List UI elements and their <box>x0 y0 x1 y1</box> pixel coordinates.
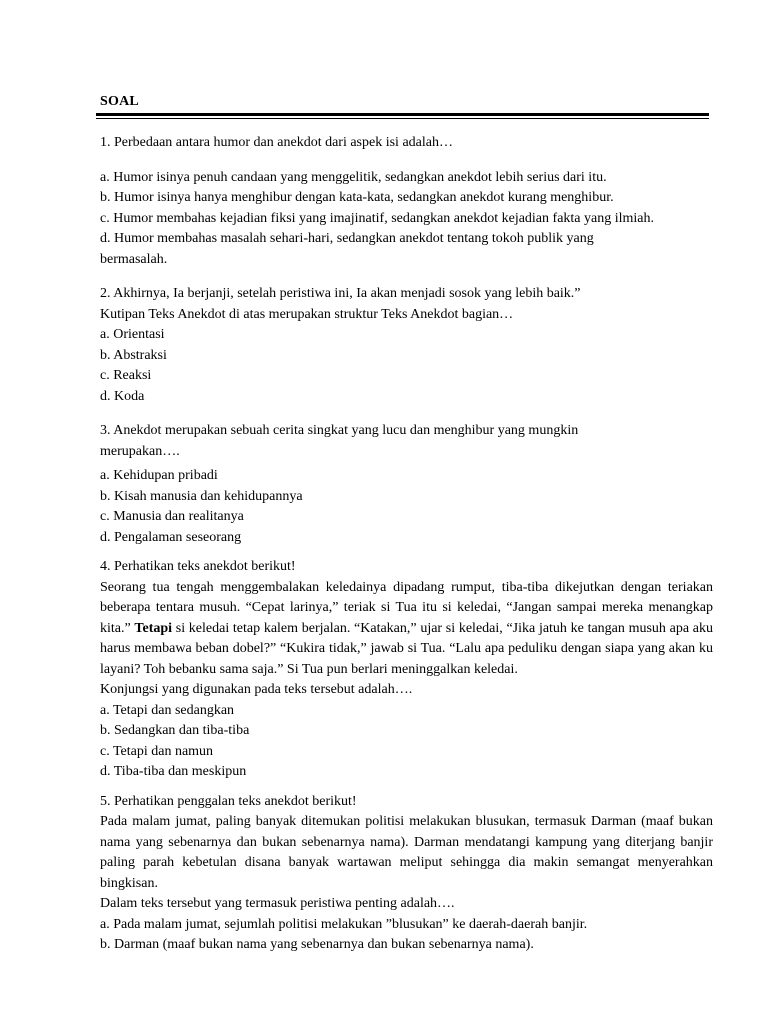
title-rule-thin <box>96 118 709 119</box>
option-d-continued: bermasalah. <box>100 251 168 267</box>
question-prompt: Dalam teks tersebut yang termasuk peristiwa penting adalah…. <box>100 896 455 911</box>
option-c: c. Manusia dan realitanya <box>100 509 244 524</box>
question-text: 2. Akhirnya, Ia berjanji, setelah peristiwa ini, Ia akan menjadi sosok yang lebih baik.” <box>100 286 581 301</box>
question-prompt: Kutipan Teks Anekdot di atas merupakan struktur Teks Anekdot bagian… <box>100 306 514 322</box>
option-b: b. Humor isinya hanya menghibur dengan kata-kata, sedangkan anekdot kurang menghibur. <box>100 190 614 205</box>
option-b: b. Sedangkan dan tiba-tiba <box>100 723 250 738</box>
option-a: a. Humor isinya penuh candaan yang menggelitik, sedangkan anekdot lebih serius dari itu. <box>100 169 607 185</box>
question-2 <box>100 284 713 407</box>
option-c: c. Tetapi dan namun <box>100 743 214 759</box>
option-b: b. Darman (maaf bukan nama yang sebenarnya dan bukan sebenarnya nama). <box>100 937 534 952</box>
passage-part-1: Seorang tua tengah menggembalakan keledainya dipadang rumput, tiba-tiba dikejutkan dengan teriakan beberapa tentara musuh. “Cepat larinya,” teriak si Tua itu si keledai, “Jangan sampai mereka menangkap kita.” <box>100 579 713 636</box>
question-5 <box>100 792 713 956</box>
anecdote-passage: Pada malam jumat, paling banyak ditemukan politisi melakukan blusukan, termasuk Darman (maaf bukan nama yang sebenarnya dan bukan sebenarnya nama). Darman mendatangi kampung yang diterjang banjir paling parah kebetulan disana banyak wartawan meliput sehingga dia makin semangat menyerahkan bingkisan. <box>100 814 713 891</box>
question-3 <box>100 421 713 548</box>
question-list <box>100 133 713 956</box>
question-text: 4. Perhatikan teks anekdot berikut! <box>100 559 296 574</box>
question-text: 3. Anekdot merupakan sebuah cerita singkat yang lucu dan menghibur yang mungkin <box>100 423 579 438</box>
option-c: c. Humor membahas kejadian fiksi yang imajinatif, sedangkan anekdot kejadian fakta yang ilmiah. <box>100 210 654 226</box>
question-text-continued: merupakan…. <box>100 443 180 459</box>
question-text: 1. Perbedaan antara humor dan anekdot dari aspek isi adalah… <box>100 135 453 150</box>
option-a: a. Kehidupan pribadi <box>100 468 218 483</box>
option-a: a. Pada malam jumat, sejumlah politisi melakukan ”blusukan” ke daerah-daerah banjir. <box>100 916 588 932</box>
option-b: b. Kisah manusia dan kehidupannya <box>100 488 303 504</box>
question-1 <box>100 133 713 270</box>
passage-bold-word: Tetapi <box>134 620 173 636</box>
question-text: 5. Perhatikan penggalan teks anekdot berikut! <box>100 793 357 809</box>
option-b: b. Abstraksi <box>100 347 167 363</box>
question-4 <box>100 557 713 783</box>
anecdote-passage <box>100 578 713 681</box>
option-d: d. Tiba-tiba dan meskipun <box>100 764 247 779</box>
option-d: d. Pengalaman seseorang <box>100 529 242 545</box>
title-rule-thick <box>96 113 709 116</box>
option-a: a. Tetapi dan sedangkan <box>100 702 235 718</box>
page-title: SOAL <box>100 94 139 109</box>
option-d: d. Humor membahas masalah sehari-hari, sedangkan anekdot tentang tokoh publik yang <box>100 231 594 246</box>
option-d: d. Koda <box>100 388 145 404</box>
question-prompt: Konjungsi yang digunakan pada teks tersebut adalah…. <box>100 682 413 697</box>
passage-part-2: si keledai tetap kalem berjalan. “Katakan,” ujar si keledai, “Jika jatuh ke tangan musuh apa aku harus membawa beban dobel?” “Kukira tidak,” jawab si Tua. “Lalu apa peduliku dengan siapa yang akan ku layani? Toh bebanku sama saja.” Si Tua pun berlari meninggalkan keledai. <box>100 620 713 677</box>
option-c: c. Reaksi <box>100 368 152 383</box>
option-a: a. Orientasi <box>100 327 165 342</box>
